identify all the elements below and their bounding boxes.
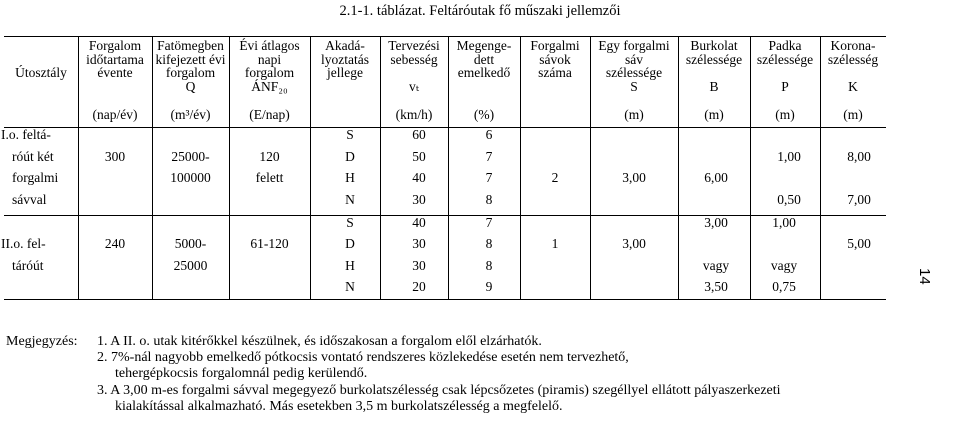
volume-value-cont: 25000 [173, 258, 208, 273]
header-unit: (E/nap) [249, 106, 290, 122]
header-divider [4, 127, 886, 128]
header-line: Akadá- [325, 38, 365, 53]
header-line: sebesség [390, 51, 438, 67]
header-line: Egy forgalmi [598, 38, 670, 53]
table-caption: 2.1-1. táblázat. Feltáróutak fő műszaki jellemzői [339, 3, 621, 19]
adt-value-cont: felett [255, 170, 284, 185]
header-line: jellege [327, 65, 363, 80]
speed-value: 50 [412, 149, 426, 164]
header-line: B [709, 78, 719, 94]
crown-value: 8,00 [847, 149, 871, 164]
obstruction-type: H [345, 170, 355, 185]
column-header [678, 39, 750, 125]
column-header [152, 39, 229, 125]
header-line: Fatömegben [157, 38, 224, 53]
grade-value: 8 [485, 192, 493, 207]
header-line: Korona- [830, 38, 876, 53]
header-line: Burkolat [690, 38, 738, 53]
grade-value: 8 [485, 236, 493, 251]
lanes-value: 1 [551, 236, 559, 251]
header-unit: (m) [624, 106, 644, 122]
header-line: Q [185, 78, 196, 94]
header-line: P [781, 78, 789, 94]
header-line: napi [257, 51, 282, 67]
header-unit: (m) [843, 106, 863, 122]
days-value: 300 [104, 149, 126, 164]
volume-value: 25000- [171, 149, 210, 164]
header-unit: (%) [473, 106, 495, 122]
header-line: dett [473, 51, 495, 67]
note-text: tehergépkocsis forgalomnál pedig kerülendő. [115, 366, 368, 382]
header-line: vₜ [408, 78, 420, 94]
crown-value: 7,00 [847, 192, 871, 207]
header-line: sávok [539, 51, 571, 67]
header-line: Padka [768, 38, 802, 53]
crown-value: 5,00 [847, 236, 871, 251]
note-text: 2. 7%-nál nagyobb emelkedő pótkocsis vontató rendszeres közlekedése esetén nem tervezhető, [97, 350, 629, 366]
lane-width-value: 3,00 [622, 170, 646, 185]
notes-label: Megjegyzés: [6, 334, 78, 349]
shoulder-value: 1,00 [772, 215, 796, 230]
header-unit: (m³/év) [170, 106, 211, 122]
header-unit: (nap/év) [92, 106, 138, 122]
column-header [590, 39, 678, 125]
header-line: ÁNF₂₀ [251, 78, 288, 94]
grade-value: 7 [485, 170, 493, 185]
grade-value: 8 [485, 258, 493, 273]
column-header [229, 39, 310, 125]
header-line: időtartama [86, 51, 144, 67]
obstruction-type: N [345, 192, 355, 207]
column-header [520, 39, 590, 125]
speed-value: 30 [412, 236, 426, 251]
header-line: Forgalom [88, 38, 142, 53]
speed-value: 20 [412, 279, 426, 294]
adt-value: 120 [259, 149, 280, 164]
days-value: 240 [104, 236, 126, 251]
header-line: szélessége [756, 51, 814, 67]
shoulder-value: 1,00 [777, 149, 801, 164]
class-name-line: róút két [12, 149, 54, 164]
class-name-line: táróút [12, 258, 44, 273]
header-line [380, 66, 448, 80]
column-header [380, 39, 448, 125]
speed-value: 60 [412, 127, 426, 142]
header-line: forgalom [165, 65, 216, 80]
column-header [448, 39, 520, 125]
pavement-value: vagy [702, 258, 730, 273]
obstruction-type: D [345, 236, 355, 251]
lanes-value: 2 [551, 170, 559, 185]
header-line: évente [97, 65, 133, 80]
header-line: S [630, 78, 638, 94]
obstruction-type: H [345, 258, 355, 273]
header-line [750, 66, 820, 80]
technical-characteristics-table [1, 36, 886, 300]
class-name-line: II.o. fel- [1, 236, 46, 251]
page-number: 14 [916, 268, 933, 285]
header-line: szélesség [827, 51, 879, 67]
column-header [820, 39, 886, 125]
header-line: K [848, 78, 858, 94]
adt-value: 61-120 [250, 236, 289, 251]
pavement-value: 3,00 [704, 215, 728, 230]
shoulder-value: vagy [770, 258, 798, 273]
header-line: Útosztály [15, 65, 67, 80]
grade-value: 6 [485, 127, 493, 142]
header-line: lyoztatás [321, 51, 369, 67]
header-line: forgalom [244, 65, 295, 80]
pavement-value: 3,50 [704, 279, 728, 294]
shoulder-value: 0,50 [777, 192, 801, 207]
speed-value: 30 [412, 258, 426, 273]
obstruction-type: S [346, 127, 354, 142]
class-name-line: forgalmi [12, 170, 59, 185]
volume-value: 5000- [174, 236, 207, 251]
header-line: száma [538, 65, 572, 80]
grade-value: 7 [485, 215, 493, 230]
note-text: kialakítással alkalmazható. Más esetekben 3,5 m burkolatszélesség a megfelelő. [115, 398, 563, 414]
class-name-line: sávval [12, 192, 47, 207]
header-unit: (km/h) [395, 106, 433, 122]
shoulder-value: 0,75 [772, 279, 796, 294]
header-line: Évi átlagos [239, 38, 300, 53]
grade-value: 7 [485, 149, 493, 164]
speed-value: 40 [412, 170, 426, 185]
obstruction-type: N [345, 279, 355, 294]
class-divider [4, 215, 886, 216]
grade-value: 9 [485, 279, 493, 294]
header-line: szélessége [685, 51, 743, 67]
header-line: sáv [625, 51, 643, 67]
speed-value: 30 [412, 192, 426, 207]
header-line: Forgalmi [530, 38, 580, 53]
lane-width-value: 3,00 [622, 236, 646, 251]
header-line [820, 66, 886, 80]
column-header [78, 39, 152, 125]
volume-value-cont: 100000 [170, 170, 211, 185]
note-text: 3. A 3,00 m-es forgalmi sávval megegyező burkolatszélesség csak lépcsőzetes (piramis) szegéllyel ellátott pályaszerkezeti [97, 382, 781, 398]
class-name-line: I.o. feltá- [1, 127, 51, 142]
pavement-value: 6,00 [704, 170, 728, 185]
header-line: kifejezett évi [155, 51, 226, 67]
column-header [310, 39, 380, 125]
header-line [678, 66, 750, 80]
header-unit: (m) [704, 106, 724, 122]
speed-value: 40 [412, 215, 426, 230]
column-header [750, 39, 820, 125]
obstruction-type: D [345, 149, 355, 164]
header-line: Tervezési [388, 38, 440, 53]
header-line: emelkedő [457, 65, 511, 80]
obstruction-type: S [346, 215, 354, 230]
header-unit: (m) [775, 106, 795, 122]
header-line: szélessége [605, 65, 663, 80]
note-text: 1. A II. o. utak kitérőkkel készülnek, és időszakosan a forgalom elől elzárhatók. [97, 334, 542, 349]
header-line: Megenge- [456, 38, 512, 53]
